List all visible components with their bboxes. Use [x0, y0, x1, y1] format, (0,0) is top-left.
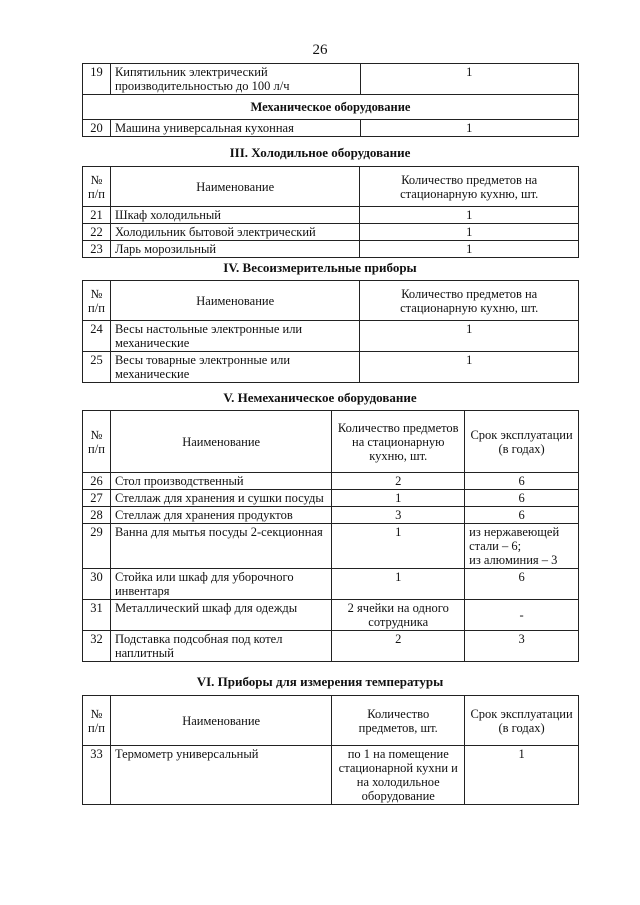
- header-number: № п/п: [83, 281, 111, 321]
- row-name: Ванна для мытья посуды 2-секционная: [110, 524, 331, 569]
- row-number: 31: [83, 600, 111, 631]
- header-name: Наименование: [110, 281, 359, 321]
- row-service-life: 6: [465, 473, 579, 490]
- table-row: [83, 207, 579, 224]
- table-row: [83, 746, 579, 805]
- row-quantity: 1: [360, 207, 579, 224]
- table-row: [83, 352, 579, 383]
- row-number: 26: [83, 473, 111, 490]
- row-number: 30: [83, 569, 111, 600]
- row-quantity: 1: [360, 241, 579, 258]
- row-number: 27: [83, 490, 111, 507]
- row-number: 23: [83, 241, 111, 258]
- row-name: Холодильник бытовой электрический: [110, 224, 359, 241]
- row-service-life: 3: [465, 631, 579, 662]
- header-name: Наименование: [110, 167, 359, 207]
- row-quantity: 1: [360, 352, 579, 383]
- section-title-non-mechanical: V. Немеханическое оборудование: [223, 390, 417, 405]
- row-quantity: 2 ячейки на одного сотрудника: [332, 600, 465, 631]
- page-number: 26: [312, 42, 328, 58]
- table-refrigeration: [82, 166, 579, 258]
- row-service-life: 6: [465, 490, 579, 507]
- table-row: [83, 631, 579, 662]
- row-number: 33: [83, 746, 111, 805]
- row-name: Термометр универсальный: [110, 746, 331, 805]
- row-quantity: 1: [360, 120, 578, 137]
- row-quantity: 1: [332, 569, 465, 600]
- row-name: Стол производственный: [110, 473, 331, 490]
- row-number: 19: [83, 64, 111, 95]
- table-non-mechanical: [82, 410, 579, 662]
- row-name: Металлический шкаф для одежды: [110, 600, 331, 631]
- row-quantity: 3: [332, 507, 465, 524]
- header-service-life: Срок эксплуатации (в годах): [465, 696, 579, 746]
- table-row: [83, 569, 579, 600]
- row-number: 28: [83, 507, 111, 524]
- section-title-weighing: IV. Весоизмерительные приборы: [223, 260, 417, 275]
- row-number: 20: [83, 120, 111, 137]
- header-quantity: Количество предметов на стационарную кухню, шт.: [360, 167, 579, 207]
- header-name: Наименование: [110, 696, 331, 746]
- row-number: 29: [83, 524, 111, 569]
- row-quantity: 1: [360, 64, 578, 95]
- table-row: [83, 224, 579, 241]
- header-quantity: Количество предметов на стационарную кухню, шт.: [332, 411, 465, 473]
- row-number: 32: [83, 631, 111, 662]
- subheader-mechanical: Механическое оборудование: [83, 95, 579, 120]
- section-title-temperature: VI. Приборы для измерения температуры: [196, 674, 444, 689]
- row-quantity: 2: [332, 631, 465, 662]
- table-header-row: [83, 281, 579, 321]
- table-header-row: [83, 411, 579, 473]
- header-name: Наименование: [110, 411, 331, 473]
- row-number: 21: [83, 207, 111, 224]
- table-row: [83, 600, 579, 631]
- table-header-row: [83, 696, 579, 746]
- row-service-life: -: [465, 600, 579, 631]
- row-service-life: из нержавеющей стали – 6; из алюминия – 3: [465, 524, 579, 569]
- table-row: [83, 241, 579, 258]
- row-quantity: 1: [360, 224, 579, 241]
- row-service-life: 1: [465, 746, 579, 805]
- table-weighing: [82, 280, 579, 383]
- table-row: [83, 321, 579, 352]
- row-service-life: 6: [465, 507, 579, 524]
- header-number: № п/п: [83, 167, 111, 207]
- header-quantity: Количество предметов, шт.: [332, 696, 465, 746]
- row-name: Весы настольные электронные или механические: [110, 321, 359, 352]
- row-name: Шкаф холодильный: [110, 207, 359, 224]
- row-name: Весы товарные электронные или механические: [110, 352, 359, 383]
- table-row: [83, 64, 579, 95]
- row-number: 25: [83, 352, 111, 383]
- table-row: [83, 120, 579, 137]
- table-header-row: [83, 167, 579, 207]
- table-row: [83, 473, 579, 490]
- row-quantity: 1: [360, 321, 579, 352]
- table-temperature: [82, 695, 579, 805]
- row-name: Стеллаж для хранения продуктов: [110, 507, 331, 524]
- row-quantity: 1: [332, 490, 465, 507]
- table-continuation: [82, 63, 579, 137]
- section-title-refrigeration: III. Холодильное оборудование: [229, 145, 411, 160]
- header-quantity: Количество предметов на стационарную кухню, шт.: [360, 281, 579, 321]
- table-row: [83, 490, 579, 507]
- header-number: № п/п: [83, 411, 111, 473]
- row-name: Стеллаж для хранения и сушки посуды: [110, 490, 331, 507]
- row-name: Кипятильник электрический производительностью до 100 л/ч: [110, 64, 360, 95]
- row-number: 24: [83, 321, 111, 352]
- table-row: [83, 524, 579, 569]
- row-number: 22: [83, 224, 111, 241]
- row-quantity: 2: [332, 473, 465, 490]
- row-name: Подставка подсобная под котел наплитный: [110, 631, 331, 662]
- header-service-life: Срок эксплуатации (в годах): [465, 411, 579, 473]
- row-quantity: 1: [332, 524, 465, 569]
- row-quantity: по 1 на помещение стационарной кухни и на холодильное оборудование: [332, 746, 465, 805]
- row-service-life: 6: [465, 569, 579, 600]
- table-subheader-row: [83, 95, 579, 120]
- row-name: Стойка или шкаф для уборочного инвентаря: [110, 569, 331, 600]
- row-name: Машина универсальная кухонная: [110, 120, 360, 137]
- row-name: Ларь морозильный: [110, 241, 359, 258]
- header-number: № п/п: [83, 696, 111, 746]
- table-row: [83, 507, 579, 524]
